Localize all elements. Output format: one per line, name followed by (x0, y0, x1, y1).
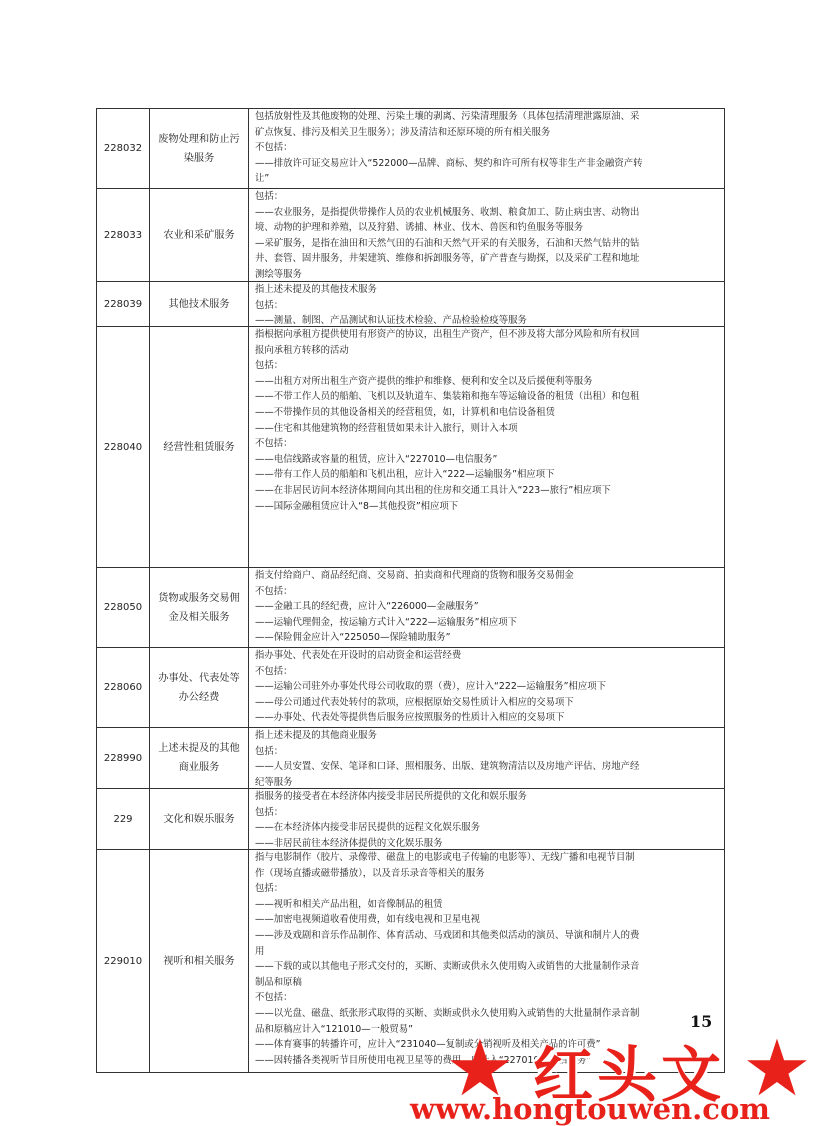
description-line: ——加密电视频道收看使用费，如有线电视和卫星电视 (255, 914, 481, 926)
description-line: 指与电影制作（胶片、录像带、磁盘上的电影或电子传输的电影等）、无线广播和电视节目制 (255, 852, 635, 863)
description-line: 纪等服务 (255, 776, 293, 788)
description-line: 包括： (255, 299, 284, 311)
description-line: 不包括： (255, 665, 293, 677)
description-line: ——带有工作人员的船舶和飞机出租，应计入“222—运输服务”相应项下 (255, 469, 555, 481)
description-line: ——住宅和其他建筑物的经营租赁如果未计入旅行，则计入本项 (255, 422, 518, 434)
watermark-url: www.hongtouwen.com (410, 1092, 770, 1126)
description-line: ——测量、制图、产品测试和认证技术检验、产品检验检疫等服务 (255, 315, 527, 326)
description-line: ——因转播各类视听节目所使用电视卫星等的费用，应计入“227010—电信服务” (255, 1054, 592, 1066)
description-line: ——不带工作人员的船舶、飞机以及轨道车、集装箱和拖车等运输设备的租赁（出租）和包租 (255, 391, 640, 403)
watermark-text: 红头文 (533, 1041, 725, 1111)
description-line: ——办事处、代表处等提供售后服务应按照服务的性质计入相应的交易项下 (255, 712, 565, 724)
row-description (249, 789, 724, 849)
description-line: ——出租方对所出租生产资产提供的维护和维修、便利和安全以及后援便利等服务 (255, 375, 593, 387)
description-line: ——运输公司驻外办事处代母公司收取的票（费），应计入“222—运输服务”相应项下 (255, 681, 607, 693)
row-description (249, 109, 724, 188)
description-line: ——非居民前往本经济体提供的文化娱乐服务 (255, 837, 443, 849)
description-line: ——以光盘、磁盘、纸张形式取得的买断、卖断或供永久使用购入或销售的大批量制作录音制 (255, 1007, 640, 1019)
watermark (0, 1024, 827, 1126)
description-line: ——不带操作员的其他设备相关的经营租赁，如，计算机和电信设备租赁 (255, 406, 556, 418)
star-icon: ★ (445, 1024, 515, 1114)
description-line: ——排放许可证交易应计入“522000—品牌、商标、契约和许可所有权等非生产非金融资产转 (255, 157, 643, 169)
row-name: 视听和相关服务 (150, 850, 249, 1072)
description-line: ——国际金融租赁应计入“8—其他投资”相应项下 (255, 500, 459, 512)
description-line: ——运输代理佣金，按运输方式计入“222—运输服务”相应项下 (255, 616, 517, 628)
row-name: 其他技术服务 (150, 282, 249, 326)
table-row (97, 728, 724, 789)
description-line: ——体育赛事的转播许可，应计入“231040—复制或分销视听及相关产品的许可费” (255, 1039, 601, 1051)
description-line: 指上述未提及的其他技术服务 (255, 284, 377, 295)
description-line: 让” (255, 173, 270, 185)
description-line: ——农业服务，是指提供带操作人员的农业机械服务、收割、粮食加工、防止病虫害、动物出 (255, 206, 640, 218)
description-line: 境、动物的护理和养殖，以及狩猎、诱捕、林业、伐木、兽医和钓鱼服务等服务 (255, 222, 584, 234)
row-description (249, 282, 724, 326)
description-line: 包括放射性及其他废物的处理、污染土壤的剥离、污染清理服务（具体包括清理泄露原油、采 (255, 111, 640, 122)
description-line: ——涉及戏剧和音乐作品制作、体育活动、马戏团和其他类似活动的演员、导演和制片人的费 (255, 929, 640, 941)
description-line: 包括： (255, 360, 284, 372)
row-code: 228060 (97, 648, 150, 727)
row-code: 229 (97, 789, 150, 849)
description-line: ——在非居民访问本经济体期间向其出租的住房和交通工具计入“223—旅行”相应项下 (255, 484, 611, 496)
description-line: —采矿服务，是指在油田和天然气田的石油和天然气开采的有关服务，石油和天然气钻井的钻 (255, 237, 640, 249)
row-code: 228040 (97, 327, 150, 567)
description-line: 测绘等服务 (255, 268, 302, 280)
table-row (97, 189, 724, 282)
description-line: 品和原稿应计入“121010—一般贸易” (255, 1023, 414, 1035)
description-line: 指支付给商户、商品经纪商、交易商、拍卖商和代理商的货物和服务交易佣金 (255, 570, 574, 581)
description-line: ——金融工具的经纪费，应计入“226000—金融服务” (255, 601, 479, 613)
description-line: 井、套管、固井服务，井架建筑、维修和拆卸服务等，矿产普查与勘探，以及采矿工程和地址 (255, 253, 640, 265)
data-table (96, 108, 725, 1073)
description-line: 包括： (255, 806, 284, 818)
description-line: 包括： (255, 191, 284, 202)
description-line: ——保险佣金应计入“225050—保险辅助服务” (255, 632, 451, 644)
table-row (97, 327, 724, 568)
row-code: 228033 (97, 189, 150, 281)
description-line: ——下载的或以其他电子形式交付的，买断、卖断或供永久使用购入或销售的大批量制作录音 (255, 961, 640, 973)
row-code: 228990 (97, 728, 150, 788)
page-number: 15 (690, 1012, 713, 1031)
description-line: 矿点恢复、排污及相关卫生服务）；涉及清洁和还原环境的所有相关服务 (255, 126, 551, 138)
row-name: 经营性租赁服务 (150, 327, 249, 567)
description-line: 指根据向承租方提供使用有形资产的协议，出租生产资产，但不涉及将大部分风险和所有权回 (255, 329, 640, 340)
description-line: 作（现场直播或磁带播放），以及音乐录音等相关的服务 (255, 867, 485, 879)
row-description (249, 189, 724, 281)
description-line: 包括： (255, 745, 284, 757)
row-name: 办事处、代表处等办公经费 (150, 648, 249, 727)
description-line: 指上述未提及的其他商业服务 (255, 730, 377, 741)
description-line: ——电信线路或容量的租赁，应计入“227010—电信服务” (255, 453, 498, 465)
table-row (97, 568, 724, 648)
description-line: 制品和原稿 (255, 976, 302, 988)
description-line: 不包括： (255, 585, 293, 597)
description-line: 不包括： (255, 992, 293, 1004)
row-description (249, 728, 724, 788)
description-line: ——母公司通过代表处转付的款项，应根据原始交易性质计入相应的交易项下 (255, 696, 574, 708)
row-name: 文化和娱乐服务 (150, 789, 249, 849)
row-code: 229010 (97, 850, 150, 1072)
table-row (97, 109, 724, 189)
table-row (97, 282, 724, 327)
description-line: 不包括： (255, 438, 293, 450)
table-row (97, 648, 724, 728)
row-name: 农业和采矿服务 (150, 189, 249, 281)
row-code: 228032 (97, 109, 150, 188)
description-line: ——在本经济体内接受非居民提供的远程文化娱乐服务 (255, 822, 481, 834)
row-description (249, 568, 724, 647)
row-name: 废物处理和防止污染服务 (150, 109, 249, 188)
row-name: 货物或服务交易佣金及相关服务 (150, 568, 249, 647)
table-row (97, 789, 724, 850)
row-description (249, 648, 724, 727)
star-icon: ★ (742, 1024, 812, 1114)
description-line: ——人员安置、安保、笔译和口译、照相服务、出版、建筑物清洁以及房地产评估、房地产经 (255, 761, 640, 773)
description-line: 不包括： (255, 142, 293, 154)
row-name: 上述未提及的其他商业服务 (150, 728, 249, 788)
row-code: 228039 (97, 282, 150, 326)
description-line: 用 (255, 945, 265, 957)
description-line: 指服务的接受者在本经济体内接受非居民所提供的文化和娱乐服务 (255, 791, 527, 802)
description-line: 包括： (255, 883, 284, 895)
row-code: 228050 (97, 568, 150, 647)
description-line: ——视听和相关产品出租，如音像制品的租赁 (255, 898, 443, 910)
description-line: 指办事处、代表处在开设时的启动资金和运营经费 (255, 650, 462, 661)
description-line: 报向承租方转移的活动 (255, 344, 349, 356)
row-description (249, 327, 724, 567)
